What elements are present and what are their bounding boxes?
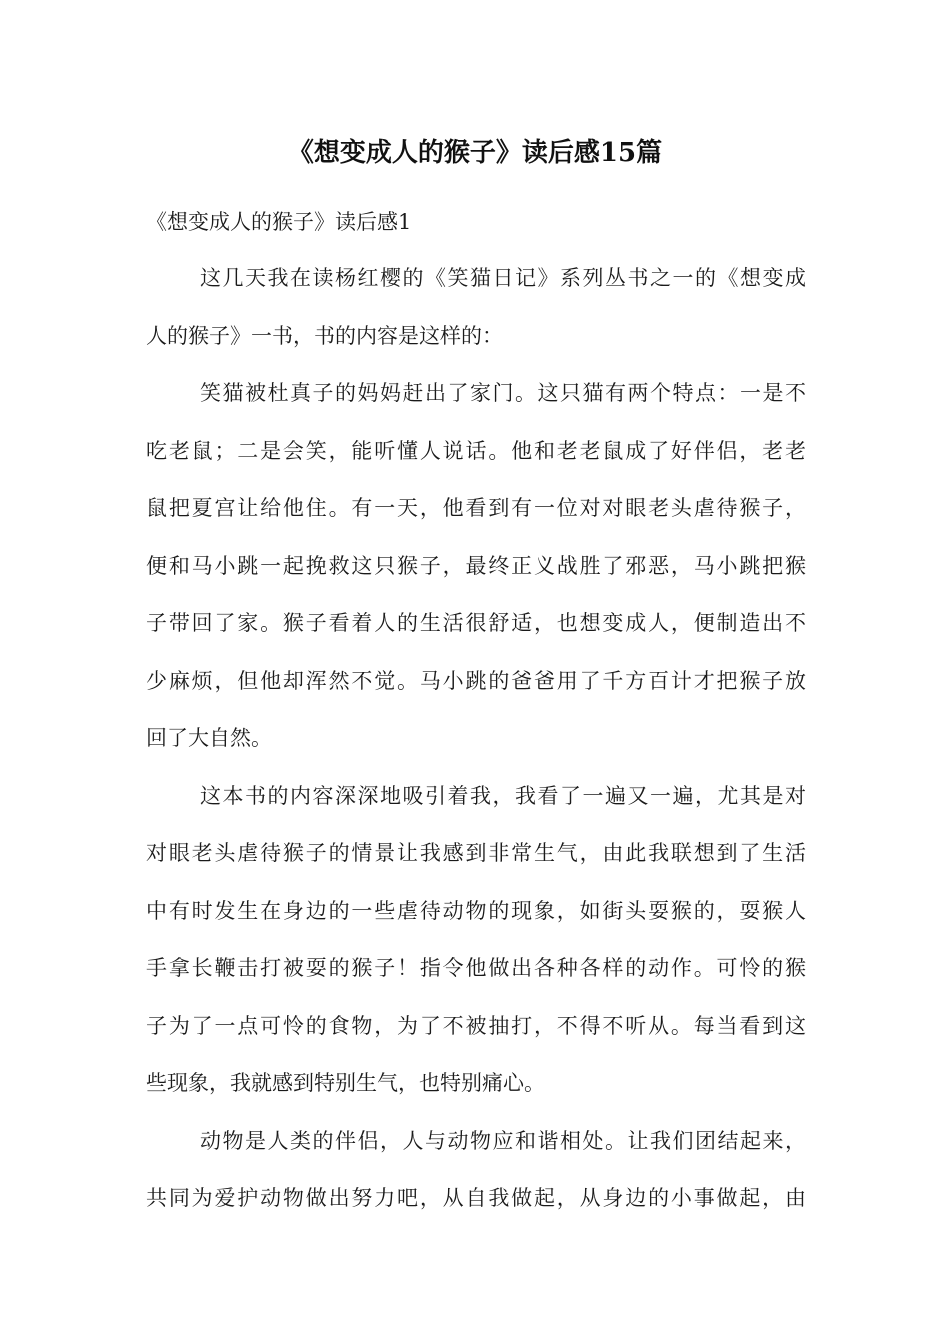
paragraph-3 [146, 776, 806, 1121]
document-body [146, 258, 806, 1236]
text-line: 回了大自然。 [146, 726, 272, 750]
text-line: 子为了一点可怜的食物，为了不被抽打，不得不听从。每当看到这 [146, 1013, 806, 1038]
text-line: 笑猫被杜真子的妈妈赶出了家门。这只猫有两个特点：一是不 [200, 381, 806, 405]
text-line: 人的猴子》一书，书的内容是这样的： [146, 323, 503, 348]
text-line: 少麻烦，但他却浑然不觉。马小跳的爸爸用了千方百计才把猴子放 [146, 668, 806, 693]
text-line: 子带回了家。猴子看着人的生活很舒适，也想变成人，便制造出不 [146, 611, 806, 635]
section-heading: 《想变成人的猴子》读后感1 [146, 210, 412, 234]
text-line: 便和马小跳一起挽救这只猴子，最终正义战胜了邪恶，马小跳把猴 [146, 553, 806, 578]
text-line: 共同为爱护动物做出努力吧，从自我做起，从身边的小事做起，由 [146, 1186, 806, 1210]
paragraph-4 [146, 1121, 806, 1236]
text-line: 这本书的内容深深地吸引着我，我看了一遍又一遍，尤其是对 [200, 783, 806, 808]
paragraph-2 [146, 373, 806, 776]
text-line: 些现象，我就感到特别生气，也特别痛心。 [146, 1071, 545, 1095]
text-line: 吃老鼠；二是会笑，能听懂人说话。他和老老鼠成了好伴侣，老老 [146, 438, 806, 463]
text-line: 这几天我在读杨红樱的《笑猫日记》系列丛书之一的《想变成 [200, 266, 806, 290]
text-line: 中有时发生在身边的一些虐待动物的现象，如街头耍猴的，耍猴人 [146, 898, 806, 923]
text-line: 鼠把夏宫让给他住。有一天，他看到有一位对对眼老头虐待猴子， [146, 496, 806, 520]
text-line: 动物是人类的伴侣，人与动物应和谐相处。让我们团结起来， [200, 1128, 806, 1153]
document-title: 《想变成人的猴子》读后感15篇 [287, 138, 663, 168]
text-line: 对眼老头虐待猴子的情景让我感到非常生气，由此我联想到了生活 [146, 841, 806, 865]
text-line: 手拿长鞭击打被耍的猴子！指令他做出各种各样的动作。可怜的猴 [146, 956, 806, 980]
paragraph-1 [146, 258, 806, 373]
